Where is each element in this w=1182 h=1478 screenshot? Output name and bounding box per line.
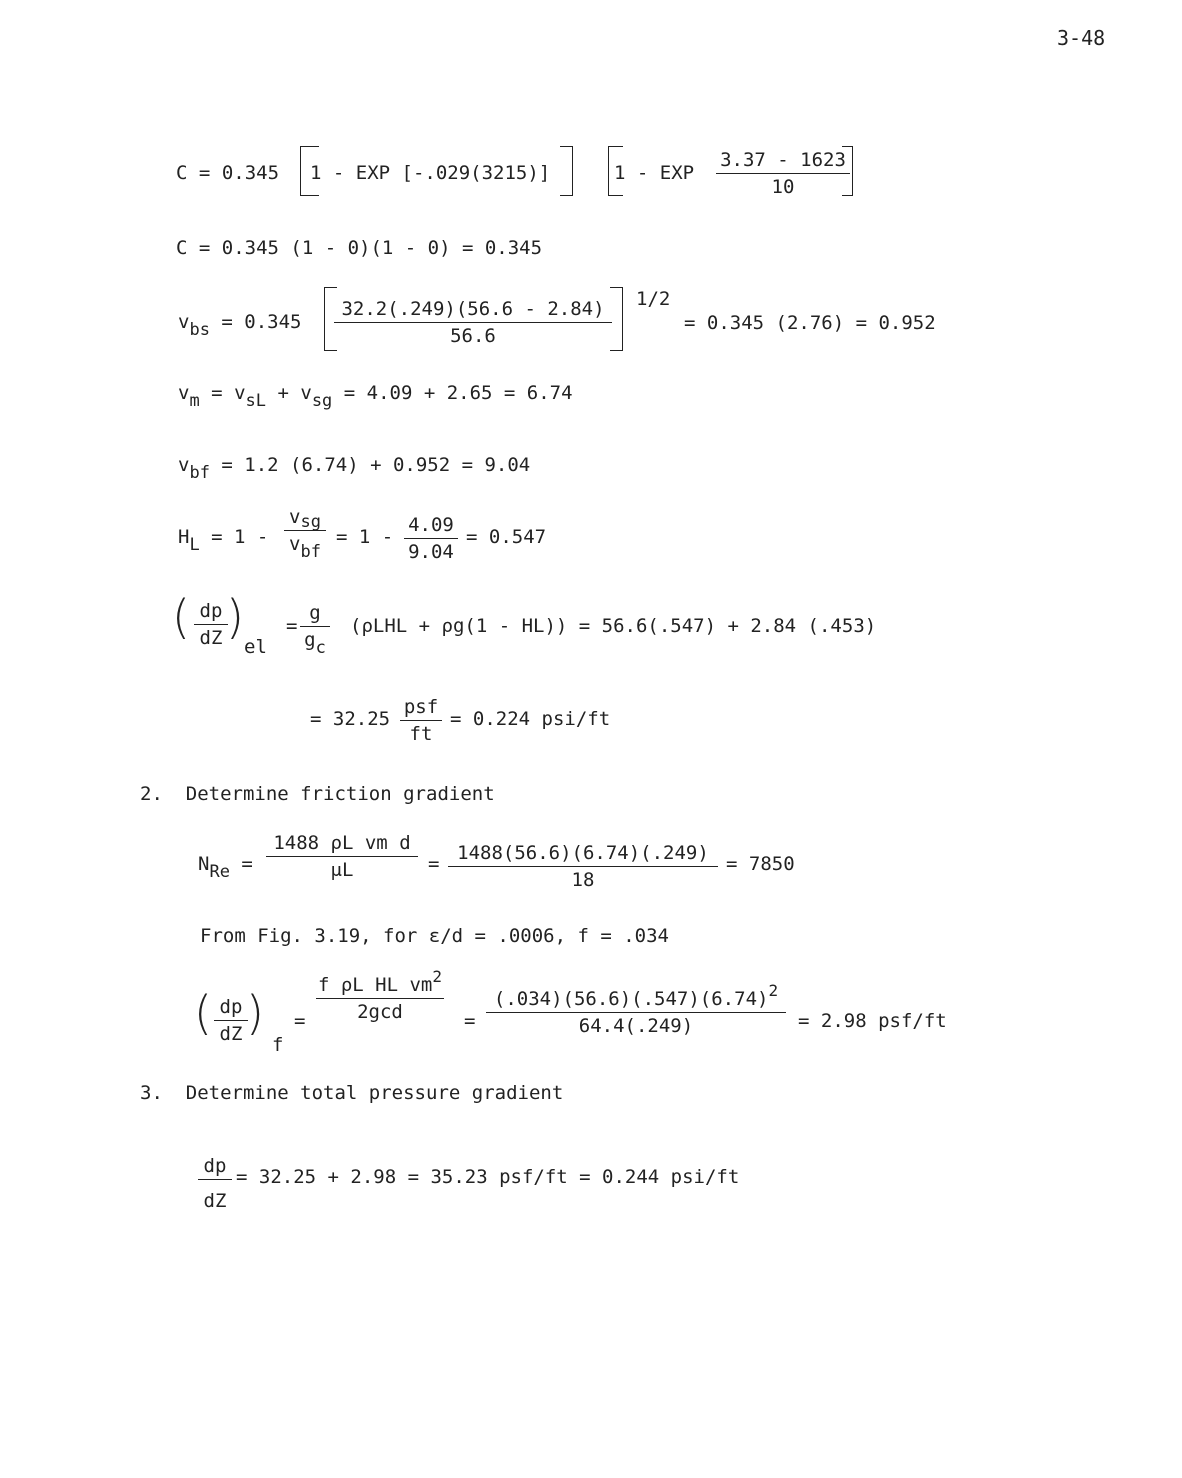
step-2-heading: 2. Determine friction gradient — [140, 783, 495, 805]
equation-vm: vm = vsL + vsg = 4.09 + 2.65 = 6.74 — [178, 382, 573, 411]
equation-vbf: vbf = 1.2 (6.74) + 0.952 = 9.04 — [178, 454, 531, 483]
eq-nre-fraction1: $\frac{\text{1488 ρL vm d}}{\mu L}$ — [266, 834, 418, 880]
eq-c1-bracket2-prefix: 1 - EXP — [614, 162, 695, 184]
eq-nre-fraction2: $\frac{1488(56.6)(6.74)(.249)}{18}$ — [448, 844, 718, 890]
eq-el-dp-dz: $\frac{dp}{dZ}$ — [194, 602, 228, 648]
eq-c1-lhs: C — [176, 162, 188, 184]
eq-f-dp-dz: $\frac{dp}{dZ}$ — [214, 998, 248, 1044]
eq-f-fraction1: f ρL HL $vm^2$ 2gcd — [317, 967, 443, 1023]
eq-c1-coef: 0.345 — [221, 162, 280, 184]
eq-vbs-power: 1/2 — [636, 288, 671, 310]
eq-el2-fraction: psf ft — [400, 698, 442, 744]
eq-vbs-fraction: $\frac{32.2(.249)(56.6 - 2.84)}{56.6}$ — [334, 300, 612, 346]
equation-c-result: C = 0.345 (1 - 0)(1 - 0) = 0.345 — [176, 237, 543, 259]
step-3-heading: 3. Determine total pressure gradient — [140, 1082, 564, 1104]
eq-el-expression: (ρLHL + ρg(1 - HL)) = 56.6(.547) + 2.84 (.453) — [350, 615, 877, 637]
eq-total-dp-dz: $\frac{dp}{dZ}$ — [198, 1157, 232, 1211]
eq-f-fraction2: $\frac{(.034)(56.6)(.547)(6.74)^2}{64.4(.249)}$ — [486, 990, 786, 1036]
eq-c1-bracket1: 1 - EXP [-.029(3215)] — [310, 162, 551, 184]
eq-el-g-gc: $\frac{g}{gc}$ — [300, 604, 330, 650]
eq-hl-fraction2: $\frac{4.09}{9.04}$ — [404, 516, 458, 562]
eq-c1-fraction: $\frac{3.37 - 1623}{10}$ — [716, 151, 850, 197]
page-number: 3-48 — [1057, 26, 1106, 50]
friction-factor-note: From Fig. 3.19, for ε/d = .0006, f = .034 — [200, 925, 669, 947]
eq-hl-fraction1: vsg vbf — [284, 508, 326, 554]
eq-vbs-rhs: = 0.345 (2.76) = 0.952 — [684, 312, 936, 334]
